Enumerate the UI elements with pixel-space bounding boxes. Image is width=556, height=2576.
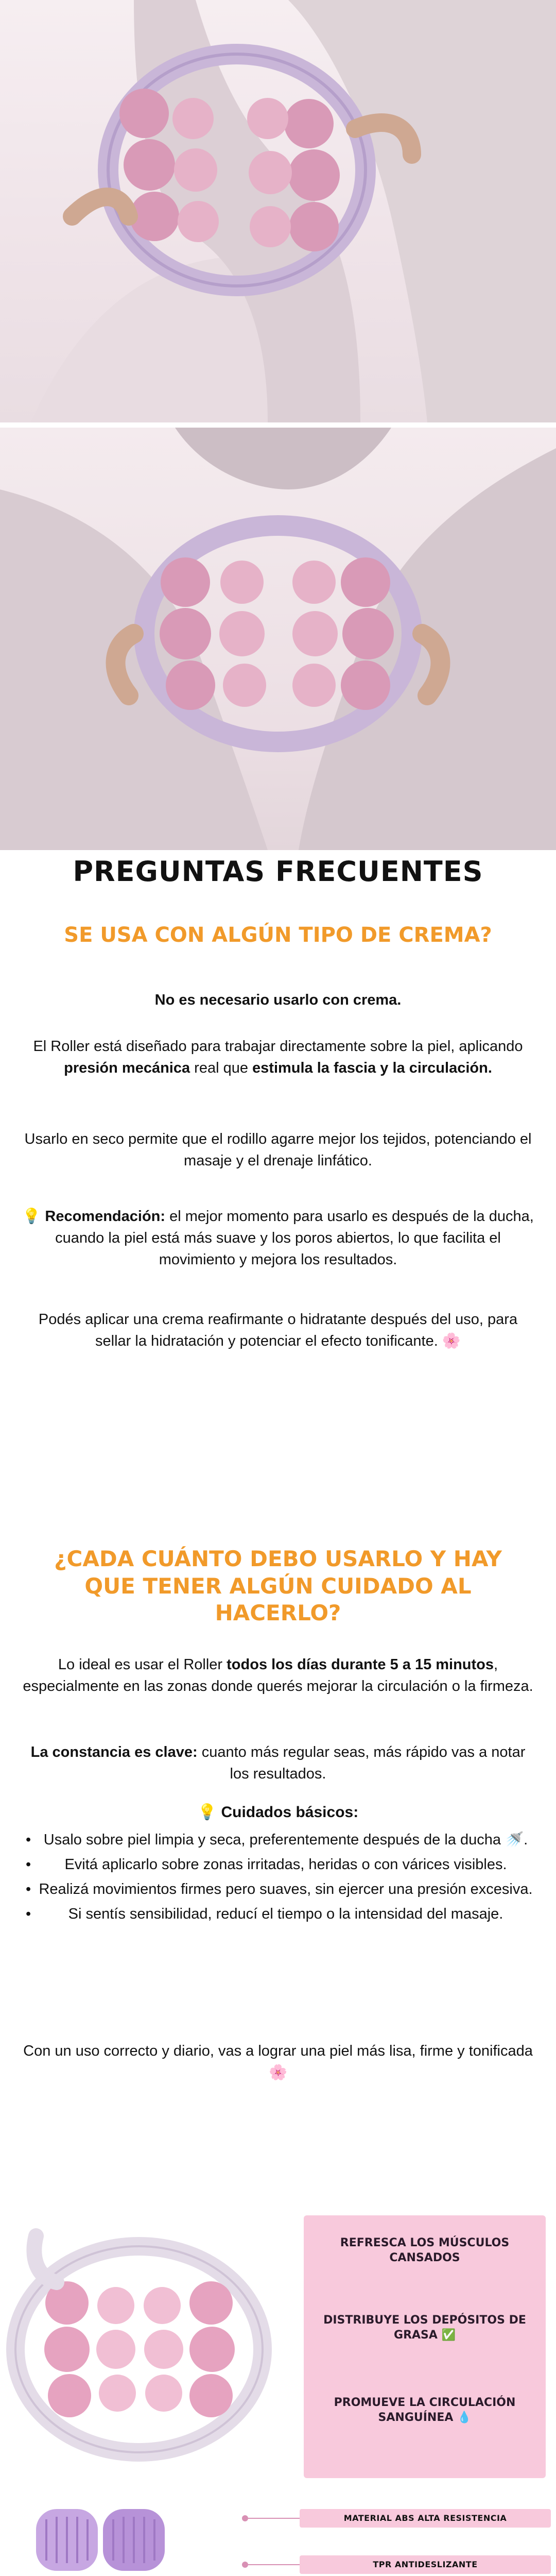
text-span: el mejor momento para usarlo es después de la ducha, cuando la piel está más suave y los poros abiertos, lo que facilita el movimiento y mejora los resultados. [55, 1208, 534, 1268]
faq-answer-lead: No es necesario usarlo con crema. [154, 992, 402, 1008]
benefits-panel [304, 2215, 546, 2478]
callout-line [248, 2518, 300, 2519]
faq-frequency-paragraph-2 [21, 1741, 535, 1785]
text-bold: Recomendación: [45, 1208, 166, 1225]
benefit-item: REFRESCA LOS MÚSCULOS CANSADOS [340, 2236, 510, 2264]
roller-wheel-closeup [26, 2488, 180, 2576]
text-span: real que [190, 1060, 253, 1077]
text-span: cuanto más regular seas, más rápido vas a notar los resultados. [197, 1744, 526, 1783]
feature-callout [242, 2555, 551, 2574]
feature-label: MATERIAL ABS ALTA RESISTENCIA [300, 2509, 551, 2528]
text-bold: todos los días durante 5 a 15 minutos [227, 1656, 494, 1673]
roller-on-legs-illustration [0, 428, 556, 850]
list-item: • Realizá movimientos firmes pero suaves, sin ejercer una presión excesiva. [21, 1878, 535, 1900]
text-bold: La constancia es clave: [30, 1744, 198, 1760]
roller-product-image [0, 2215, 309, 2483]
callout-dot [242, 2562, 248, 2568]
benefit-item: PROMUEVE LA CIRCULACIÓN SANGUÍNEA 💧 [334, 2396, 516, 2424]
faq-paragraph-1 [21, 1036, 535, 1079]
care-tips-list [21, 1829, 535, 1928]
text-bold: presión mecánica [64, 1060, 190, 1077]
feature-callout [242, 2509, 551, 2528]
roller-on-thigh-illustration [0, 0, 556, 422]
text-span: Lo ideal es usar el Roller [58, 1656, 227, 1673]
list-item: • Usalo sobre piel limpia y seca, preferentemente después de la ducha 🚿. [21, 1829, 535, 1851]
text-span: El Roller está diseñado para trabajar directamente sobre la piel, aplicando [33, 1038, 523, 1055]
faq-paragraph-4: Podés aplicar una crema reafirmante o hidratante después del uso, para sellar la hidratación y potenciar el efecto tonificante. 🌸 [38, 1311, 518, 1350]
lightbulb-icon: 💡 [22, 1208, 41, 1225]
faq-paragraph-2: Usarlo en seco permite que el rodillo agarre mejor los tejidos, potenciando el masaje y el drenaje linfático. [24, 1131, 532, 1170]
hero-photo-roller-legs [0, 428, 556, 850]
faq-question-frequency: ¿CADA CUÁNTO DEBO USARLO Y HAY QUE TENER ALGÚN CUIDADO AL HACERLO? [54, 1546, 502, 1625]
text-bold: estimula la fascia y la circulación. [252, 1060, 492, 1077]
faq-paragraph-3 [21, 1206, 535, 1270]
hero-photo-roller-thigh [0, 0, 556, 422]
feature-label: TPR ANTIDESLIZANTE [300, 2555, 551, 2574]
callout-dot [242, 2515, 248, 2521]
list-item: • Si sentís sensibilidad, reducí el tiempo o la intensidad del masaje. [21, 1903, 535, 1925]
text-span: , especialmente en las zonas donde querés mejorar la circulación o la firmeza. [23, 1656, 533, 1695]
faq-title: PREGUNTAS FRECUENTES [73, 855, 483, 888]
faq-closing: Con un uso correcto y diario, vas a lograr una piel más lisa, firme y tonificada 🌸 [23, 2043, 533, 2081]
faq-question-cream: SE USA CON ALGÚN TIPO DE CREMA? [64, 923, 492, 947]
list-item: • Evitá aplicarlo sobre zonas irritadas, heridas o con várices visibles. [21, 1854, 535, 1875]
benefit-item: DISTRIBUYE LOS DEPÓSITOS DE GRASA ✅ [323, 2314, 526, 2342]
callout-line [248, 2564, 300, 2565]
care-tips-title: 💡 Cuidados básicos: [197, 1804, 359, 1821]
faq-frequency-paragraph-1 [21, 1654, 535, 1697]
